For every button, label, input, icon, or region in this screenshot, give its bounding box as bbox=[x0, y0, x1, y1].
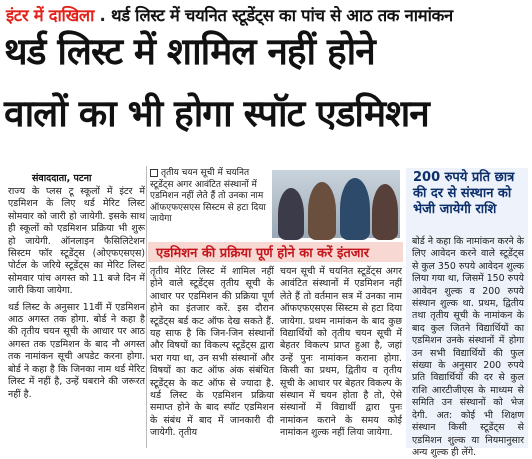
column-1-paragraph-1: राज्य के प्लस टू स्कूलों में इंटर में एडमिशन के लिए थर्ड मेरिट लिस्ट सोमवार को जारी हो जायेगी. इसके साथ ही स्कूलों को एडमिशन प्रक्रिया भी शुरू हो जायेगी. ऑनलाइन फैसिलिटेशन सिस्टम फॉर स्टूडेंट्स (ओएफएसएस) पोर्टल के जरिये स्टूडेंट्स का मेरिट लिस्ट सोमवार पांच अगस्त को 11 बजे दिन में जारी किया जायेगा. bbox=[8, 186, 145, 297]
byline: संवाददाता, पटना bbox=[32, 173, 92, 184]
key-points-box bbox=[150, 168, 268, 222]
bullet-square-icon bbox=[150, 169, 158, 177]
students-photo bbox=[272, 170, 400, 238]
kicker-separator: . bbox=[99, 6, 106, 25]
kicker-topic: इंटर में दाखिला bbox=[6, 6, 95, 25]
key-point: तृतीय चयन सूची में चयनित स्टूडेंट्स अगर आवंटित संस्थानों में एडमिशन नहीं लेते हैं तो उनका नाम ऑफएफएसएस सिस्टम से हटा दिया जायेगा bbox=[150, 168, 266, 224]
article-column-3: चयन सूची में चयनित स्टूडेंट्स अगर आवंटित संस्थानों में एडमिशन नहीं लेते हैं तो वर्तमान सत्र में उनका नाम ऑफएफएसएस सिस्टम से हटा दिया जायेगा. प्रथम नामांकन के बाद कुछ विद्यार्थियों को तृतीय चयन सूची में बेहतर विकल्प प्राप्त हुआ है, जहां उन्हें पुनः नामांकन कराना होगा. किसी का प्रथम, द्वितीय व तृतीय सूची के आधार पर बेहतर विकल्प के संस्थान में चयन होता है तो, ऐसे संस्थानों में विद्यार्थी द्वारा पुनः नामांकन कराने के समय कोई नामांकन शुल्क नहीं लिया जायेगा. bbox=[280, 266, 402, 439]
kicker-line bbox=[6, 3, 526, 25]
column-1-paragraph-2: थर्ड लिस्ट के अनुसार 11वीं में एडमिशन आठ अगस्त तक होगा. बोर्ड ने कहा है की तृतीय चयन सूची के आधार पर आठ अगस्त तक एडमिशन के बाद नौ अगस्त तक नामांकन सूची अपडेट करना होगा. बोर्ड ने कहा है कि जिनका नाम थर्ड मेरिट लिस्ट में नहीं है, उन्हें घबराने की जरूरत नहीं है. bbox=[8, 301, 145, 400]
article-column-2: तृतीय मेरिट लिस्ट में शामिल नहीं होने वाले स्टूडेंट्स तृतीय सूची के आधार पर एडमिशन की प्रक्रिया पूर्ण होने का इंतजार करें. इस दौरान स्टूडेंट्स बर्ड कट ऑफ देख सकते हैं. यह साफ है कि जिन-जिन संस्थानों और विषयों का विकल्प स्टूडेंट्स द्वारा भरा गया था, उन सभी संस्थानों और विषयों का कट ऑफ अंक संबंधित स्टूडेंट्स के कट ऑफ से ज्यादा है. थर्ड लिस्ट के एडमिशन प्रक्रिया समाप्त होने के बाद स्पॉट एडमिशन के संबंध में बाद में जानकारी दी जायेगी. तृतीय bbox=[150, 266, 274, 439]
photo-student-figure bbox=[278, 188, 304, 240]
column-divider bbox=[146, 166, 147, 448]
article-column-1 bbox=[8, 186, 145, 448]
photo-student-figure bbox=[340, 178, 370, 240]
headline-line-1: थर्ड लिस्ट में शामिल नहीं होने bbox=[4, 30, 375, 73]
photo-student-figure bbox=[372, 184, 398, 240]
subheading: एडमिशन की प्रक्रिया पूर्ण होने का करें इंतजार bbox=[156, 246, 370, 261]
sidebar-body: बोर्ड ने कहा कि नामांकन करने के लिए आवेदन करने वाले स्टूडेंट्स से कुल 350 रुपये आवेदन शुल्क लिया गया था, जिसमें 150 रुपये आवेदन शुल्क व 200 रुपये संस्थान शुल्क था. प्रथम, द्वितीय तथा तृतीय सूची के नामांकन के बाद कुल जितने विद्यार्थियों का एडमिशन उनके संस्थानों में होगा उन सभी विद्यार्थियों की फुल संख्या के अनुसार 200 रुपये प्रति विद्यार्थियों की दर से कुल राशि आरटीजीएस के माध्यम से समिति उन संस्थानों को भेज देगी. अत: कोई भी शिक्षण संस्थान किसी स्टूडेंट्स से एडमिशन शुल्क या नियमानुसार अन्य शुल्क ही लेंगे. bbox=[412, 236, 524, 458]
headline-line-2: वालों का भी होगा स्पॉट एडमिशन bbox=[4, 92, 429, 135]
photo-student-figure bbox=[308, 182, 336, 240]
sidebar-title: 200 रुपये प्रति छात्र की दर से संस्थान को भेजी जायेगी राशि bbox=[413, 170, 515, 217]
kicker-summary: थर्ड लिस्ट में चयनित स्टूडेंट्स का पांच से आठ तक नामांकन bbox=[110, 6, 453, 25]
